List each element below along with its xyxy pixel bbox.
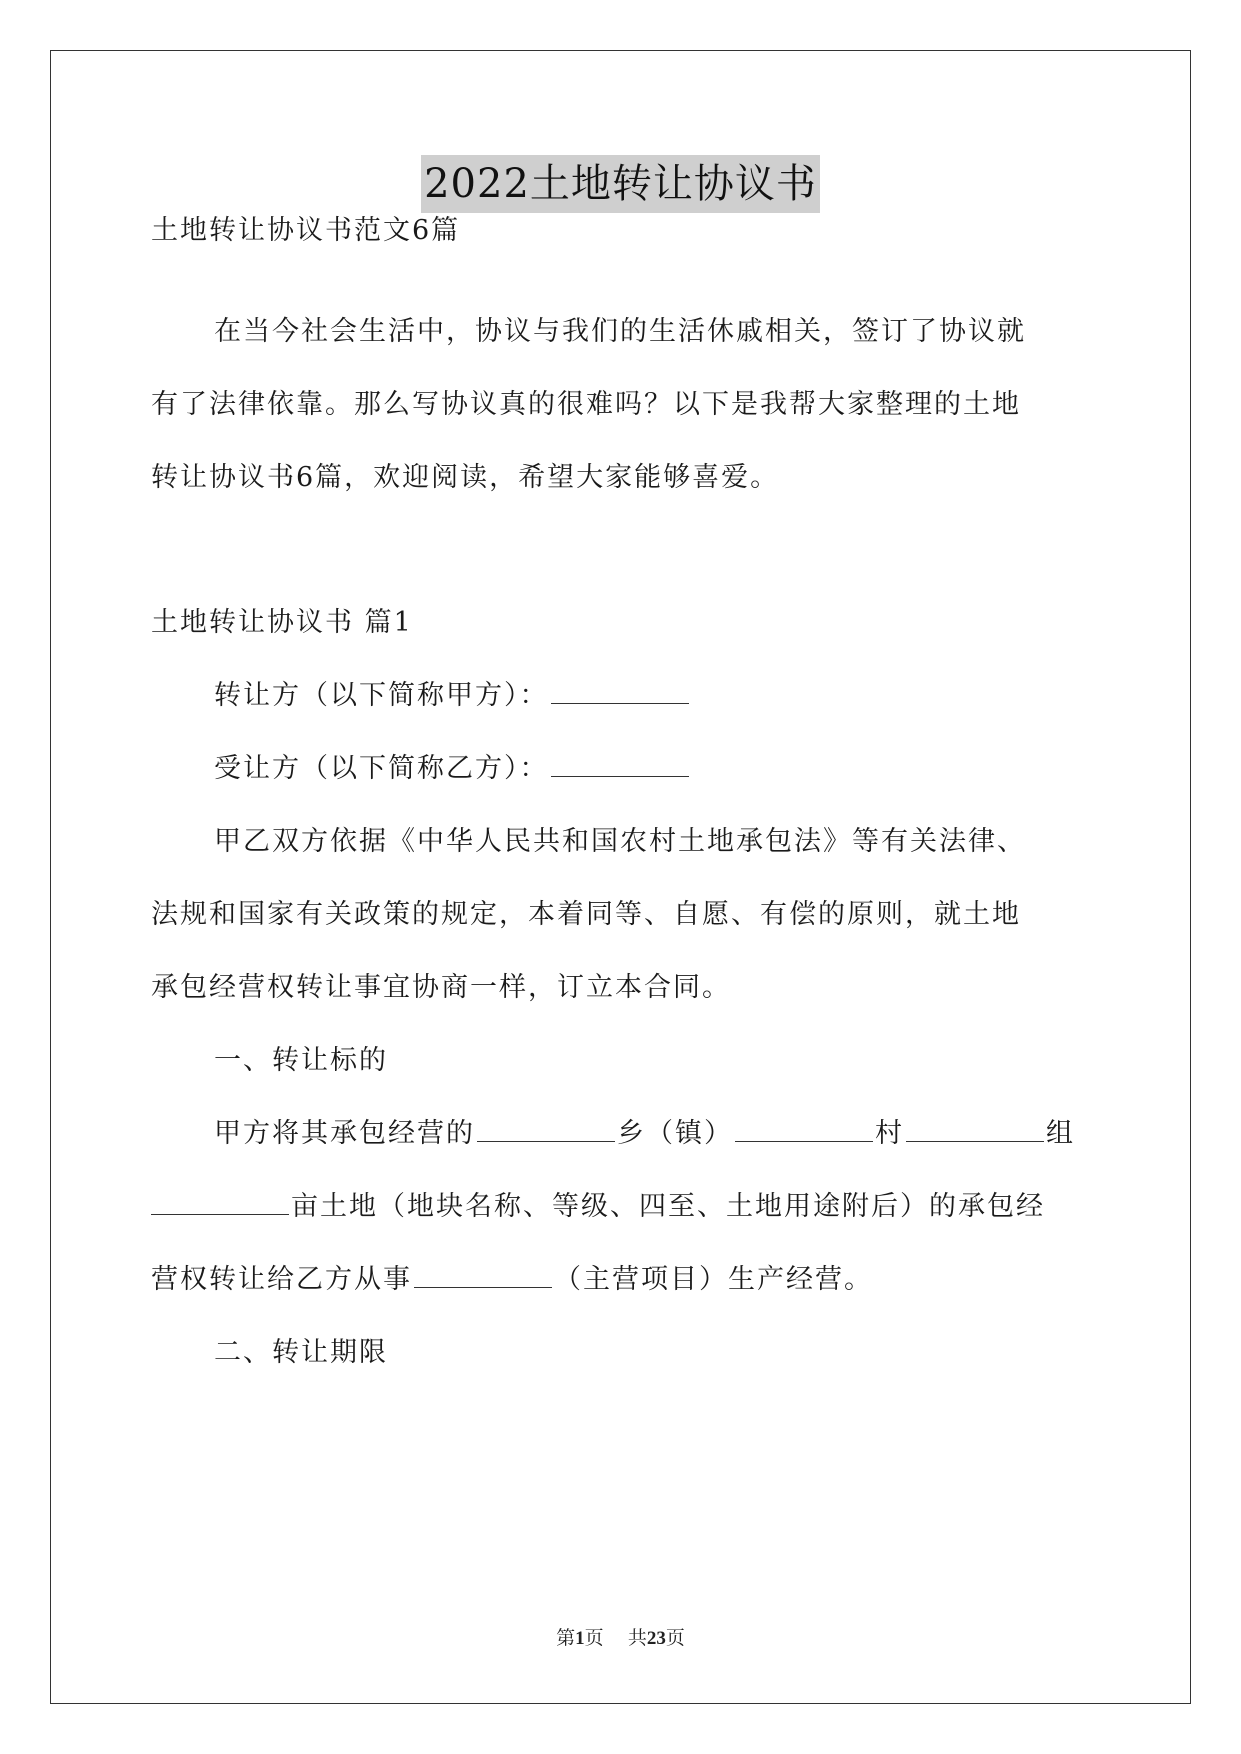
transferor-blank — [551, 681, 689, 704]
page-border — [50, 50, 1191, 1704]
document-title: 2022土地转让协议书 — [421, 155, 820, 213]
footer-prefix: 第 — [556, 1627, 576, 1649]
clause-1-text-f: 营权转让给乙方从事 — [151, 1264, 412, 1295]
transferee-line — [214, 749, 691, 789]
group-blank — [906, 1119, 1044, 1142]
transferor-label: 转让方（以下简称甲方）： — [214, 680, 549, 711]
footer-suffix: 页 — [665, 1627, 685, 1649]
basis-line-3: 承包经营权转让事宜协商一样，订立本合同。 — [151, 972, 731, 1003]
clause-1-text-a: 甲方将其承包经营的 — [214, 1118, 475, 1149]
section-heading: 土地转让协议书 篇1 — [151, 607, 413, 638]
transferor-line — [214, 676, 691, 716]
clause-1-text-b: 乡（镇） — [617, 1118, 733, 1149]
transferee-label: 受让方（以下简称乙方）： — [214, 753, 549, 784]
basis-line-1: 甲乙双方依据《中华人民共和国农村土地承包法》等有关法律、 — [214, 826, 1026, 857]
page-footer — [0, 1625, 1241, 1652]
clause-1-line-2 — [151, 1187, 1045, 1227]
intro-line-3: 转让协议书6篇，欢迎阅读，希望大家能够喜爱。 — [151, 462, 780, 493]
clause-1-heading: 一、转让标的 — [214, 1045, 388, 1076]
township-blank — [477, 1119, 615, 1142]
transferee-blank — [551, 754, 689, 777]
project-blank — [414, 1265, 552, 1288]
clause-2-heading: 二、转让期限 — [214, 1337, 388, 1368]
clause-1-text-d: 组 — [1046, 1118, 1075, 1149]
intro-line-1: 在当今社会生活中，协议与我们的生活休戚相关，签订了协议就 — [214, 316, 1026, 347]
subtitle: 土地转让协议书范文6篇 — [151, 215, 461, 246]
clause-1-line-1 — [214, 1114, 1075, 1154]
footer-page-number: 1 — [575, 1628, 585, 1649]
intro-line-2: 有了法律依靠。那么写协议真的很难吗？以下是我帮大家整理的土地 — [151, 389, 1021, 420]
clause-1-text-c: 村 — [875, 1118, 904, 1149]
title-container — [0, 155, 1241, 213]
acreage-blank — [151, 1192, 289, 1215]
clause-1-text-e: 亩土地（地块名称、等级、四至、土地用途附后）的承包经 — [291, 1191, 1045, 1222]
footer-mid: 页 共 — [584, 1627, 647, 1649]
footer-total-pages: 23 — [646, 1628, 666, 1649]
village-blank — [735, 1119, 873, 1142]
clause-1-line-3 — [151, 1260, 873, 1300]
basis-line-2: 法规和国家有关政策的规定，本着同等、自愿、有偿的原则，就土地 — [151, 899, 1021, 930]
clause-1-text-g: （主营项目）生产经营。 — [554, 1264, 873, 1295]
